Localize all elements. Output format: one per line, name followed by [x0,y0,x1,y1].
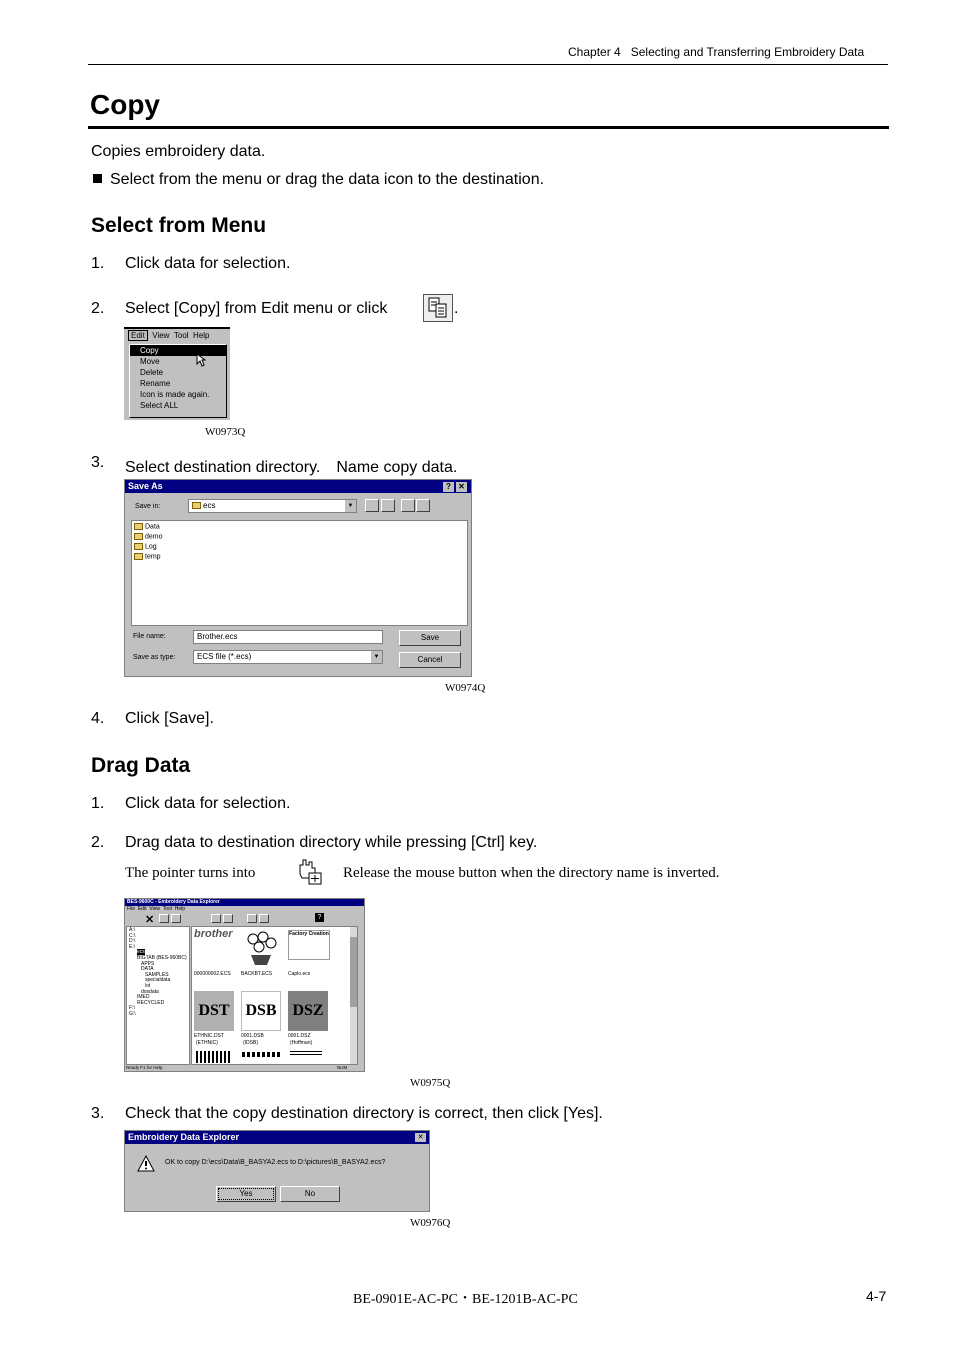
list-icon[interactable] [247,914,257,923]
list-view-icon[interactable] [401,499,415,512]
pointer-note-after: Release the mouse button when the directory name is inverted. [343,865,720,881]
step-text: Select [Copy] from Edit menu or click [125,300,388,317]
explorer-menubar [127,906,185,912]
step-number: 4. [91,710,105,727]
edit-menu-screenshot [124,327,230,420]
menu-item-move[interactable]: Move [140,357,160,366]
tree-item[interactable]: IMED [137,994,150,1001]
folder-item[interactable]: Data [134,523,160,530]
title-rule [88,126,889,129]
menu-edit[interactable]: Edit [137,906,147,912]
save-type-select[interactable]: ECS file (*.ecs) ▼ [193,650,383,664]
file-label: 0001.DSZ [288,1033,311,1039]
page-title: Copy [90,89,160,120]
file-label: 0001.DSB [241,1033,264,1039]
figure-caption: W0975Q [410,1077,451,1089]
save-in-label: Save in: [135,503,161,510]
menu-help[interactable]: Help [193,331,210,340]
header-rule [88,64,888,65]
file-thumb-factory[interactable]: Factory Creation [288,930,330,960]
help-icon[interactable]: ? [443,482,454,492]
footer-model: BE-0901E-AC-PC・BE-1201B-AC-PC [353,1292,578,1307]
folder-icon [192,502,201,509]
no-button[interactable]: No [280,1186,340,1202]
file-view [191,926,358,1065]
drag-copy-pointer-icon [296,856,324,886]
explorer-title: BES-9600C - Embroidery Data Explorer [125,899,364,906]
folder-item[interactable]: Log [134,543,157,550]
dropdown-arrow-icon[interactable]: ▼ [345,500,356,512]
step-number: 1. [91,795,105,812]
file-label: ETHNIC.DST [194,1033,224,1039]
folder-list [131,520,468,626]
tree-item[interactable]: E:\ [129,943,136,950]
yes-button[interactable]: Yes [216,1186,276,1202]
folder-icon [134,553,143,560]
figure-caption: W0976Q [410,1217,451,1229]
page-number: 4-7 [866,1288,887,1304]
figure-caption: W0973Q [205,426,246,438]
status-bar: Ready F1 for Help [126,1065,163,1070]
menu-item-select-all[interactable]: Select ALL [140,401,179,410]
save-as-dialog [124,479,472,677]
menu-tool[interactable]: Tool [162,906,172,912]
step-text: Check that the copy destination directory is correct, then click [Yes]. [125,1105,603,1122]
flower-thumb-icon[interactable] [241,929,281,967]
file-thumb-dsz[interactable]: DSZ [288,991,328,1031]
step-text: Drag data to destination directory while pressing [Ctrl] key. [125,834,538,851]
close-icon[interactable]: ✕ [456,482,467,492]
save-type-label: Save as type: [133,654,176,661]
menu-view[interactable]: View [149,906,160,912]
step-text: Click data for selection. [125,255,291,272]
tree-item[interactable]: D:\ [129,938,136,945]
details-icon[interactable] [259,914,269,923]
step-number: 3. [91,1105,105,1122]
tree-item[interactable]: G:\ [129,1010,136,1017]
figure-caption: W0974Q [445,682,486,694]
vertical-scrollbar[interactable] [350,927,357,1064]
cancel-button[interactable]: Cancel [399,652,461,668]
intro-bullet: Select from the menu or drag the data icon to the destination. [91,171,544,189]
tree-item[interactable]: specialdata [145,977,171,984]
dialog-title: Save As [128,481,163,491]
file-label: Caplo.ecs [288,971,311,977]
file-sublabel: (IDSB) [243,1040,258,1046]
menu-item-copy[interactable]: Copy [130,345,226,356]
tree-item[interactable]: F:\ [129,1005,135,1012]
folder-item[interactable]: temp [134,553,161,560]
file-thumb-dsb[interactable]: DSB [241,991,281,1031]
file-label: 000000002.ECS [194,971,231,977]
intro-text: Copies embroidery data. [91,143,266,160]
file-label: BACKBT.ECS [241,971,273,977]
tree-item[interactable]: APPS [141,960,155,967]
section-heading-menu: Select from Menu [91,214,267,237]
mouse-cursor-icon [196,353,206,367]
menu-tool[interactable]: Tool [173,331,189,340]
tree-item[interactable]: RECYCLED [137,999,165,1006]
tree-item[interactable]: DATA [141,966,154,973]
file-sublabel: (ETHNIC) [196,1040,218,1046]
scroll-thumb[interactable] [350,937,357,1007]
chapter-number: Chapter 4 [568,45,621,59]
dialog-title: Embroidery Data Explorer [125,1131,429,1144]
chapter-title: Selecting and Transferring Embroidery Data [630,45,865,59]
explorer-toolbar [127,913,362,925]
step-number: 1. [91,255,105,272]
new-folder-icon[interactable] [381,499,395,512]
menu-help[interactable]: Help [174,906,186,912]
tree-item[interactable]: SAMPLES [145,971,169,978]
embroidery-thumb-icon[interactable] [196,1051,232,1063]
menu-view[interactable]: View [152,331,170,340]
copy-toolbar-icon [423,294,453,322]
help-icon[interactable]: ? [315,913,324,922]
large-icons-icon[interactable] [211,914,221,923]
menu-edit[interactable]: Edit [128,330,148,341]
folder-icon [134,533,143,540]
tree-item-selected[interactable]: ecs [137,949,145,956]
folder-icon [134,543,143,550]
running-header [568,45,864,59]
file-thumb-brother[interactable]: brother [194,928,233,940]
confirm-message: OK to copy D:\ecs\Data\B_BASYA2.ecs to D:\pictures\B_BASYA2.ecs? [165,1159,386,1166]
step-text: Click data for selection. [125,795,291,812]
details-view-icon[interactable] [416,499,430,512]
menu-item-icon-again[interactable]: Icon is made again. [140,390,210,399]
paste-icon[interactable] [171,914,181,923]
delete-icon[interactable]: ✕ [145,914,155,926]
embroidery-thumb-icon[interactable] [290,1051,322,1065]
explorer-window [124,898,365,1072]
tree-item[interactable]: C:\ [129,932,136,939]
up-folder-icon[interactable] [365,499,379,512]
save-button[interactable]: Save [399,630,461,646]
step-number: 2. [91,834,105,851]
step-number: 3. [91,454,105,471]
bullet-square-icon [93,174,102,183]
step-number: 2. [91,300,105,317]
tree-item[interactable]: lot [145,982,151,989]
tree-item[interactable]: dosdata [141,988,159,995]
folder-icon [134,523,143,530]
menu-file[interactable]: File [127,906,136,912]
menubar [128,331,210,340]
warning-icon [137,1155,155,1172]
status-num: NUM [337,1065,348,1070]
section-heading-drag: Drag Data [91,754,191,777]
copy-icon[interactable] [159,914,169,923]
file-name-label: File name: [133,633,166,640]
file-sublabel: (Hoffman) [290,1040,313,1046]
pointer-note-before: The pointer turns into [125,865,256,881]
tree-item[interactable]: A:\ [129,927,136,933]
folder-item[interactable]: demo [134,533,163,540]
save-in-select[interactable]: ecs ▼ [188,499,357,513]
file-name-input[interactable]: Brother.ecs [193,630,383,644]
close-icon[interactable]: ✕ [415,1133,426,1142]
step-text: Select destination directory. Name copy data. [125,459,458,476]
file-thumb-dst[interactable]: DST [194,991,234,1031]
dropdown-arrow-icon[interactable]: ▼ [371,651,382,663]
menu-item-delete[interactable]: Delete [140,368,164,377]
dialog-title-bar [125,480,471,493]
small-icons-icon[interactable] [223,914,233,923]
confirm-dialog [124,1130,430,1212]
edit-dropdown [129,344,227,418]
step-text: Click [Save]. [125,710,214,727]
folder-tree [126,926,190,1065]
tree-item[interactable]: BIGTAB (BES-960BC) [137,954,187,961]
embroidery-thumb-icon[interactable] [242,1052,280,1057]
menu-item-rename[interactable]: Rename [140,379,171,388]
